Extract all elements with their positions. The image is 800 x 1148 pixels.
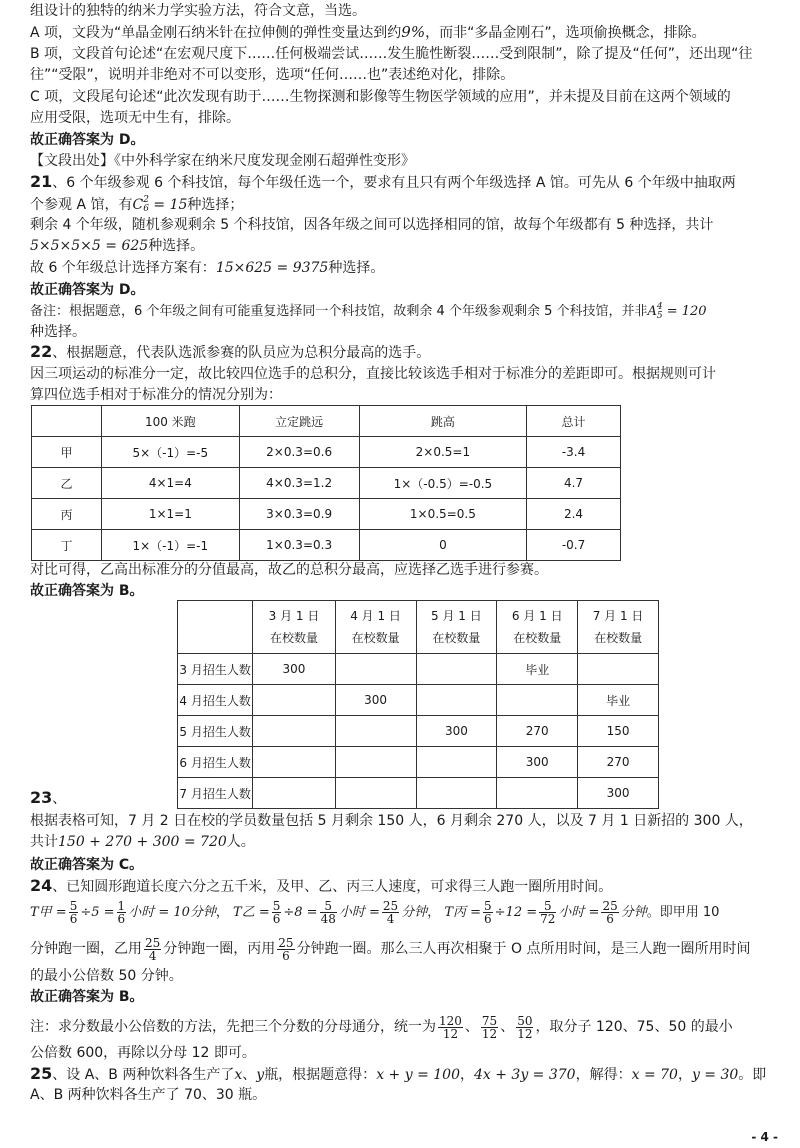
table-cell (253, 685, 335, 716)
table-cell (253, 747, 335, 778)
table-row (178, 685, 659, 716)
table-row (32, 499, 621, 530)
text-line: A、B 两种饮料各生产了 70、30 瓶。 (30, 1087, 267, 1103)
table-cell: 3 月招生人数 (178, 654, 253, 685)
table-row (178, 654, 659, 685)
table-cell (335, 747, 416, 778)
text-line: 应用受限，选项无中生有，排除。 (30, 110, 240, 126)
text-line: 种选择。 (30, 324, 86, 340)
table-cell: 2×0.3=0.6 (239, 437, 359, 468)
table-cell: 4×0.3=1.2 (239, 468, 359, 499)
table-cell: 乙 (32, 468, 102, 499)
text-line: 注：求分数最小公倍数的方法，先把三个分数的分母通分，统一为 $\frac{120}{12}$ 、 $\frac{75}{12}$ 、 $\frac{50}{12}$ ，取分子 120、75、50 的最小 (30, 1013, 733, 1041)
answer-line: 故正确答案为 D。 (30, 132, 145, 148)
table-cell: 270 (578, 747, 659, 778)
table-cell: 丁 (32, 530, 102, 561)
table-cell: 7 月招生人数 (178, 778, 253, 809)
table-cell (335, 716, 416, 747)
table-cell (497, 685, 578, 716)
table-cell: 1×0.3=0.3 (239, 530, 359, 561)
table-cell: 毕业 (578, 685, 659, 716)
text-line: 根据表格可知，7 月 2 日在校的学员数量包括 5 月剩余 150 人，6 月剩余 270 人，以及 7 月 1 日新招的 300 人， (30, 813, 753, 829)
table-cell: 6 月招生人数 (178, 747, 253, 778)
table-cell (578, 654, 659, 685)
table-cell: -3.4 (527, 437, 621, 468)
question-22: 22、根据题意，代表队选派参赛的队员应为总积分最高的选手。 (30, 342, 431, 361)
text-line: 对比可得，乙高出标准分的分值最高，故乙的总积分最高，应选择乙选手进行参赛。 (30, 562, 548, 578)
text-line: 的最小公倍数 50 分钟。 (30, 968, 183, 984)
table-cell: 300 (416, 716, 497, 747)
table-cell: 0 (359, 530, 526, 561)
table-row (178, 747, 659, 778)
question-23: 23、 (30, 788, 67, 807)
table-header (178, 601, 253, 654)
table-cell (253, 716, 335, 747)
table-cell (335, 654, 416, 685)
table-header: 3 月 1 日 在校数量 (253, 601, 335, 654)
table-cell: 1×（-1）=-1 (102, 530, 239, 561)
question-24: 24、已知圆形跑道长度六分之五千米，及甲、乙、丙三人速度，可求得三人跑一圈所用时间。 (30, 876, 613, 895)
text-line: B 项，文段首句论述“在宏观尺度下……任何极端尝试……发生脆性断裂……受到限制”，除了提及“任何”，还出现“往 (30, 46, 753, 62)
table-row (178, 716, 659, 747)
table-cell: 甲 (32, 437, 102, 468)
text-line: 共计150 + 270 + 300 = 720人。 (30, 834, 255, 850)
table-cell: 300 (253, 654, 335, 685)
table-header-row (178, 601, 659, 654)
text-line: 剩余 4 个年级，随机参观剩余 5 个科技馆，因各年级之间可以选择相同的馆，故每个年级都有 5 种选择，共计 (30, 217, 714, 233)
text-line: 因三项运动的标准分一定，故比较四位选手的总积分，直接比较该选手相对于标准分的差距即可。根据规则可计 (30, 366, 716, 382)
answer-line: 故正确答案为 B。 (30, 583, 144, 599)
table-cell: 2×0.5=1 (359, 437, 526, 468)
table-cell: 3×0.3=0.9 (239, 499, 359, 530)
table-cell (416, 747, 497, 778)
table-cell: 5×（-1）=-5 (102, 437, 239, 468)
table-header (32, 406, 102, 437)
table-cell: 丙 (32, 499, 102, 530)
score-table (31, 405, 621, 561)
answer-line: 故正确答案为 D。 (30, 282, 145, 298)
table-header-row (32, 406, 621, 437)
table-header: 7 月 1 日 在校数量 (578, 601, 659, 654)
text-line: C 项，文段尾句论述“此次发现有助于……生物探测和影像等生物医学领域的应用”，并未提及目前在这两个领域的 (30, 89, 731, 105)
table-cell (416, 654, 497, 685)
text-line: A 项，文段为“单晶金刚石纳米针在拉伸侧的弹性变量达到约9%，而非“多晶金刚石”，选项偷换概念，排除。 (30, 23, 706, 41)
text-line: 备注：根据题意，6 个年级之间有可能重复选择同一个科技馆，故剩余 4 个年级参观剩余 5 个科技馆，并非A 4 5 = 120 (30, 301, 707, 321)
table-cell: 5 月招生人数 (178, 716, 253, 747)
table-cell: 2.4 (527, 499, 621, 530)
table-header: 总计 (527, 406, 621, 437)
table-row (32, 530, 621, 561)
question-25: 25、设 A、B 两种饮料各生产了x、y瓶，根据题意得：x + y = 100，4x + 3y = 370，解得：x = 70，y = 30。即 (30, 1064, 767, 1083)
question-21: 21、6 个年级参观 6 个科技馆，每个年级任选一个，要求有且只有两个年级选择 A 馆。可先从 6 个年级中抽取两 (30, 172, 736, 191)
table-header: 6 月 1 日 在校数量 (497, 601, 578, 654)
table-cell: 300 (578, 778, 659, 809)
text-line: 组设计的独特的纳米力学实验方法，符合文意，当选。 (30, 3, 366, 19)
table-header: 跳高 (359, 406, 526, 437)
answer-line: 故正确答案为 B。 (30, 989, 144, 1005)
table-cell: 300 (497, 747, 578, 778)
text-line: 算四位选手相对于标准分的情况分别为： (30, 387, 282, 403)
table-cell: 1×1=1 (102, 499, 239, 530)
table-cell: -0.7 (527, 530, 621, 561)
table-header: 4 月 1 日 在校数量 (335, 601, 416, 654)
table-cell (416, 685, 497, 716)
table-cell: 1×0.5=0.5 (359, 499, 526, 530)
table-cell: 4×1=4 (102, 468, 239, 499)
table-cell: 4 月招生人数 (178, 685, 253, 716)
table-cell: 1×（-0.5）=-0.5 (359, 468, 526, 499)
text-line: 往”“受限”，说明并非绝对不可以变形，选项“任何……也”表述绝对化，排除。 (30, 67, 515, 83)
answer-line: 故正确答案为 C。 (30, 857, 144, 873)
source-line: 【文段出处】《中外科学家在纳米尺度发现金刚石超弹性变形》 (30, 153, 415, 169)
table-header: 立定跳远 (239, 406, 359, 437)
text-line: 分钟跑一圈，乙用 $\frac{25}{4}$ 分钟跑一圈，丙用 $\frac{25}{6}$ 分钟跑一圈。那么三人再次相聚于 O 点所用时间，是三人跑一圈所用时间 (30, 935, 751, 963)
table-cell: 270 (497, 716, 578, 747)
table-header: 5 月 1 日 在校数量 (416, 601, 497, 654)
text-line: 5×5×5×5 = 625种选择。 (30, 238, 205, 254)
table-cell: 150 (578, 716, 659, 747)
table-cell: 300 (335, 685, 416, 716)
text-line: 个参观 A 馆，有C 2 6 = 15种选择； (30, 195, 244, 214)
math-line: T甲 = $\frac{5}{6}$ ÷5 = $\frac{1}{6}$ 小时 = 10分钟， T乙 = $\frac{5}{6}$ ÷8 = $\frac{5}{48}$ 小时 = $\frac{25}{4}$ 分钟， T丙 = $\frac{5}{6}$ ÷12 = $\frac{5}{72}$ 小时 = $\frac{25}{6}$ 分钟。即甲用 10 (30, 899, 720, 926)
enrollment-table (177, 600, 659, 809)
table-row (32, 437, 621, 468)
table-header: 100 米跑 (102, 406, 239, 437)
page-number: - 4 - (751, 1130, 778, 1144)
text-line: 故 6 个年级总计选择方案有：15×625 = 9375种选择。 (30, 260, 385, 276)
table-cell: 4.7 (527, 468, 621, 499)
text-line: 公倍数 600，再除以分母 12 即可。 (30, 1045, 256, 1061)
table-row (32, 468, 621, 499)
table-cell: 毕业 (497, 654, 578, 685)
